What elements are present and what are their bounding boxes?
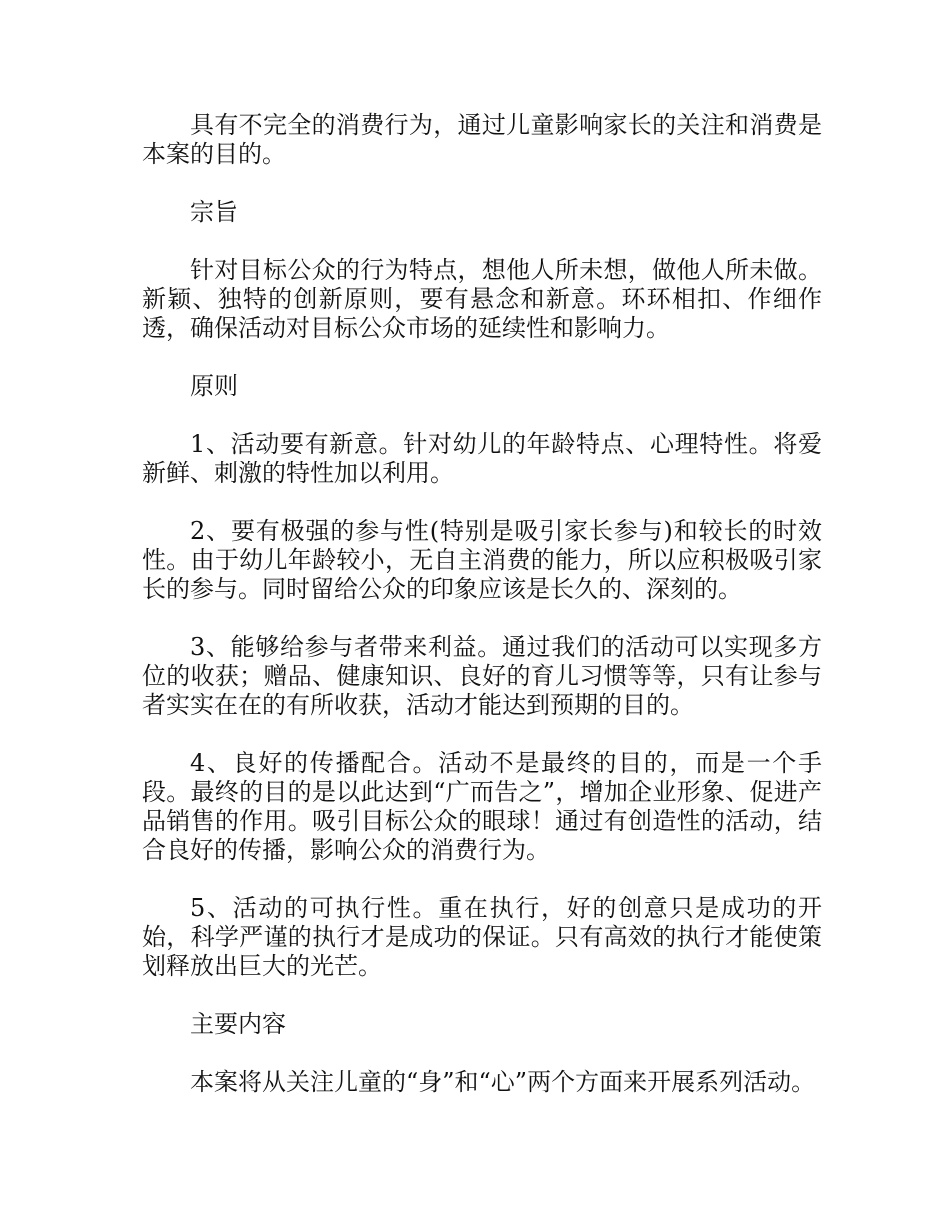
paragraph-intro-continuation: 具有不完全的消费行为，通过儿童影响家长的关注和消费是本案的目的。 [142,111,822,168]
document-body [142,111,822,1126]
heading-principles: 原则 [190,372,238,400]
paragraph-principle-4: 4、良好的传播配合。活动不是最终的目的，而是一个手段。最终的目的是以此达到“广而告之”，增加企业形象、促进产品销售的作用。吸引目标公众的眼球！通过有创造性的活动，结合良好的传播，影响公众的消费行为。 [142,749,822,864]
paragraph-principle-1: 1、活动要有新意。针对幼儿的年龄特点、心理特性。将爱新鲜、刺激的特性加以利用。 [142,430,822,487]
paragraph-principle-2: 2、要有极强的参与性(特别是吸引家长参与)和较长的时效性。由于幼儿年龄较小，无自主消费的能力，所以应积极吸引家长的参与。同时留给公众的印象应该是长久的、深刻的。 [142,517,822,603]
paragraph-principle-5: 5、活动的可执行性。重在执行，好的创意只是成功的开始，科学严谨的执行才是成功的保证。只有高效的执行才能使策划释放出巨大的光芒。 [142,894,822,980]
paragraph-main-content: 本案将从关注儿童的“身”和“心”两个方面来开展系列活动。 [190,1068,816,1096]
paragraph-principle-3: 3、能够给参与者带来利益。通过我们的活动可以实现多方位的收获；赠品、健康知识、良好的育儿习惯等等，只有让参与者实实在在的有所收获，活动才能达到预期的目的。 [142,633,822,719]
paragraph-purpose: 针对目标公众的行为特点，想他人所未想，做他人所未做。新颖、独特的创新原则，要有悬念和新意。环环相扣、作细作透，确保活动对目标公众市场的延续性和影响力。 [142,256,822,342]
heading-purpose: 宗旨 [190,198,238,226]
heading-main-content: 主要内容 [190,1010,286,1038]
